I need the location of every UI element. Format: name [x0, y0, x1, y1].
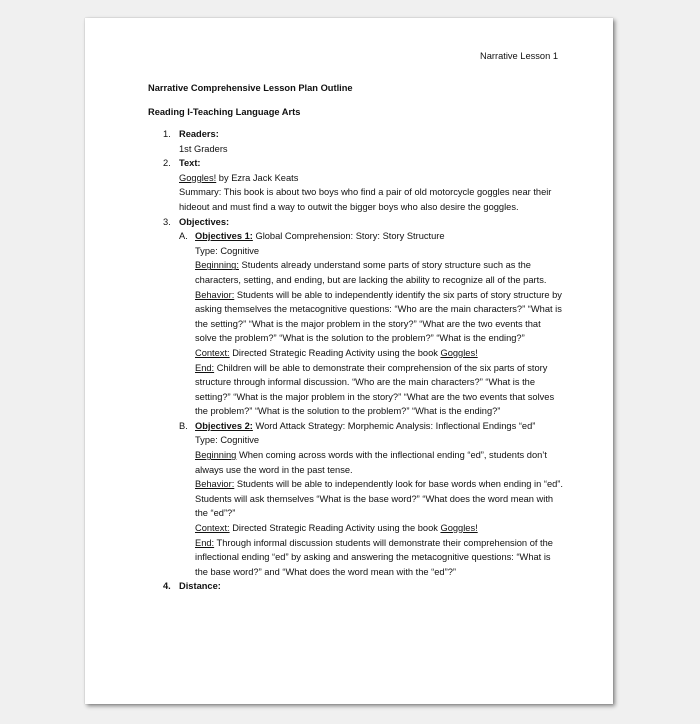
context-text: Directed Strategic Reading Activity using the book: [229, 523, 441, 534]
list-number: 2.: [163, 158, 171, 169]
list-number: 4.: [163, 581, 171, 592]
objective-letter: B.: [179, 420, 188, 431]
objective-label: Objectives 2:: [195, 420, 253, 431]
list-number: 1.: [163, 129, 171, 139]
beginning-label: Beginning:: [195, 260, 239, 271]
distance-label: Distance:: [179, 581, 221, 592]
objective-type: Type: Cognitive: [195, 245, 260, 256]
end-label: End:: [195, 362, 215, 373]
context-label: Context:: [195, 523, 230, 534]
objective-letter: A.: [179, 231, 188, 242]
list-item-text: [163, 156, 563, 214]
behavior-label: Behavior:: [195, 289, 235, 300]
document-page: [85, 18, 613, 704]
list-number: 3.: [163, 216, 171, 227]
book-author: by Ezra Jack Keats: [216, 172, 299, 183]
behavior-text: Students will be able to independently identify the six parts of story structure by asking themselves the metacognitive questions: “Who are the main characters?” “What is the setting?” “What is the major problem in the story?” “What are the two events that solve the problem?” “What is the solution to the problem?” “What is the ending?”: [195, 289, 562, 344]
readers-label: Readers:: [179, 129, 219, 139]
running-header: Narrative Lesson 1: [480, 51, 559, 61]
behavior-text: Students will be able to independently look for base words when ending in “ed”. Students will ask themselves “What is the base word?” “What does the word mean with the “ed”?”: [195, 479, 563, 519]
context-label: Context:: [195, 347, 230, 358]
objective-a: [179, 229, 563, 419]
behavior-label: Behavior:: [195, 479, 235, 490]
objective-title: Word Attack Strategy: Morphemic Analysis: Inflectional Endings “ed”: [252, 420, 536, 431]
list-item-readers: [163, 127, 563, 156]
end-text: Through informal discussion students will demonstrate their comprehension of the inflectional ending “ed” by asking and answering the metacognitive questions: “What is the base word?” and “What does the word mean with the “ed”?”: [195, 537, 553, 577]
readers-value: 1st Graders: [179, 143, 228, 154]
outline-list: [163, 127, 563, 594]
list-item-objectives: [163, 215, 563, 580]
beginning-text: When coming across words with the inflectional ending “ed”, students don’t always use the word in the past tense.: [195, 450, 547, 475]
text-label: Text:: [179, 158, 201, 169]
objectives-label: Objectives:: [179, 216, 230, 227]
context-book: Goggles!: [440, 347, 478, 358]
context-book: Goggles!: [440, 523, 478, 534]
beginning-text: Students already understand some parts of story structure such as the characters, setting, and ending, but are lacking the ability to recognize all of the parts.: [195, 260, 547, 285]
list-item-distance: [163, 579, 563, 594]
objective-b: [179, 419, 563, 580]
end-text: Children will be able to demonstrate their comprehension of the six parts of story structure through informal discussion. “Who are the main characters?” “What is the setting?” “What is the major problem in the story?” “What are the two events that solves the problem?” “What is the solution to the problem?” “What is the ending?”: [195, 362, 555, 417]
book-title: Goggles!: [179, 172, 217, 183]
document-subtitle: Reading I-Teaching Language Arts: [148, 107, 301, 117]
document-title: Narrative Comprehensive Lesson Plan Outline: [148, 83, 353, 93]
objective-type: Type: Cognitive: [195, 435, 260, 446]
end-label: End:: [195, 537, 215, 548]
book-summary: Summary: This book is about two boys who find a pair of old motorcycle goggles near their hideout and must find a way to outwit the bigger boys who also desire the goggles.: [179, 187, 552, 212]
context-text: Directed Strategic Reading Activity using the book: [229, 347, 441, 358]
beginning-label: Beginning: [195, 450, 237, 461]
objective-title: Global Comprehension: Story: Story Structure: [252, 231, 445, 242]
objective-label: Objectives 1:: [195, 231, 253, 242]
